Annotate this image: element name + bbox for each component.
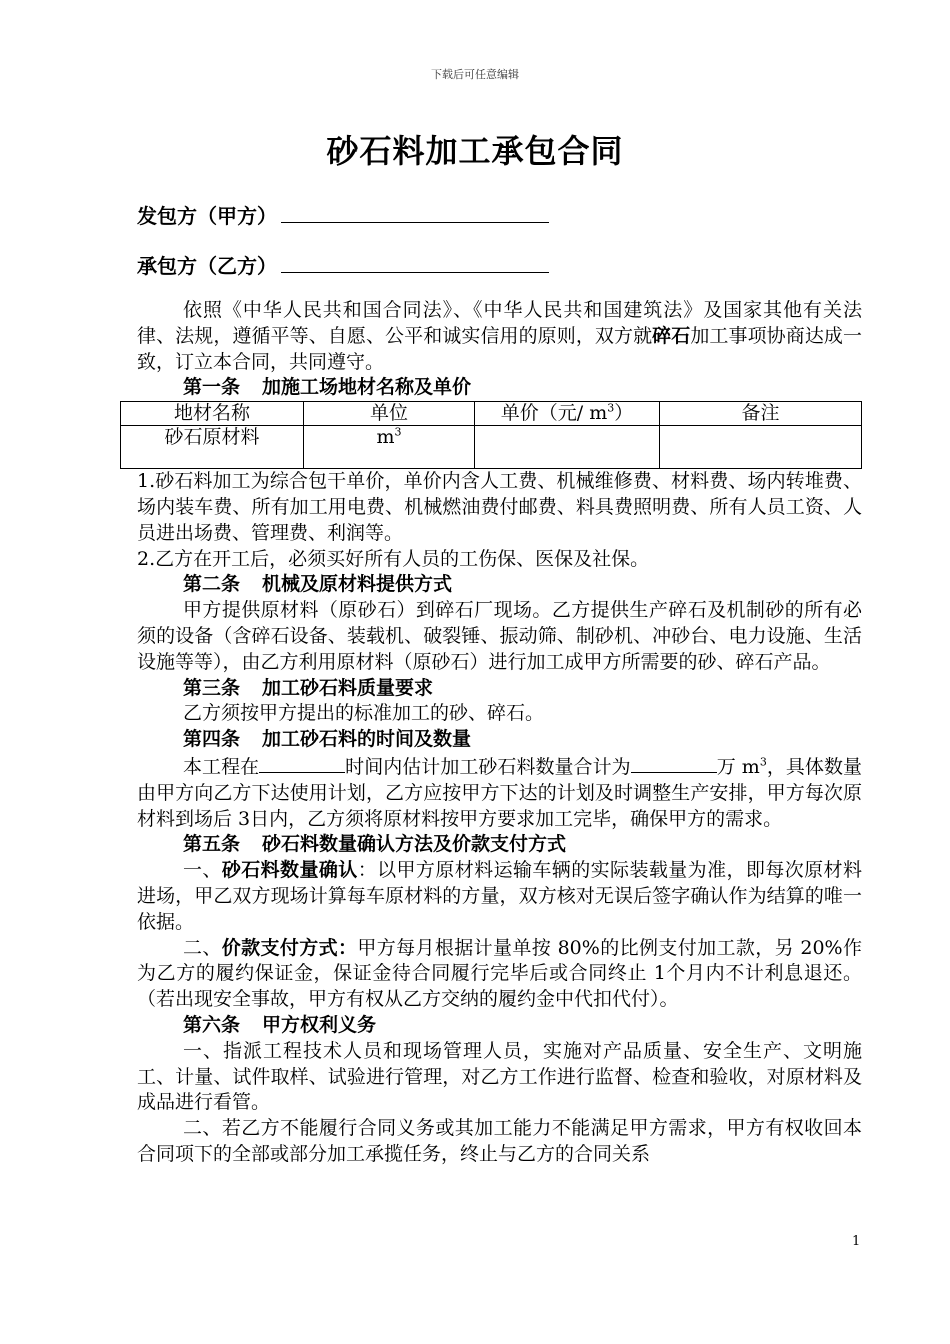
para-bold: 砂石料数量确认 bbox=[221, 859, 358, 882]
article-3-title: 加工砂石料质量要求 bbox=[262, 676, 434, 699]
unit-value: m bbox=[376, 426, 395, 449]
para-prefix: 二、 bbox=[183, 936, 222, 959]
article-2-heading bbox=[137, 572, 862, 598]
superscript: 3 bbox=[759, 755, 767, 769]
article-4-text-d: ，具体数量由甲方向乙方下达使用计划，乙方应按甲方下达的计划及时调整生产安排，甲方每次原材料到场后 3日内，乙方须将原材料按甲方要求加工完毕，确保甲方的需求。 bbox=[137, 755, 862, 830]
table-header-row bbox=[121, 402, 862, 426]
article-5-heading bbox=[137, 832, 862, 858]
table-cell bbox=[475, 426, 660, 469]
article-1-item-1: 1.砂石料加工为综合包干单价，单价内含人工费、机械维修费、材料费、场内转堆费、场内装车费、所有加工用电费、机械燃油费付邮费、料具费照明费、所有人员工资、人员进出场费、管理费、利润等。 bbox=[137, 470, 862, 544]
article-4-title: 加工砂石料的时间及数量 bbox=[262, 728, 472, 751]
table-cell bbox=[304, 426, 475, 469]
article-2-title: 机械及原材料提供方式 bbox=[262, 573, 453, 596]
article-4-text-c: 万 m bbox=[716, 755, 760, 778]
article-4-text bbox=[137, 753, 862, 832]
para-text: 甲方每月根据计量单按 80%的比例支付加工款，另 20%作为乙方的履约保证金，保证金待合同履行完毕后或合同终止 1个月内不计利息退还。（若出现安全事故，甲方有权从乙方交纳的履约金中代扣代付）。 bbox=[137, 936, 862, 1011]
table-header-cell: 单位 bbox=[304, 402, 475, 426]
table-row bbox=[121, 426, 862, 469]
article-5-title: 砂石料数量确认方法及价款支付方式 bbox=[262, 833, 567, 856]
article-5-num: 第五条 bbox=[183, 833, 241, 856]
intro-text-1: 依照《中华人民共和国合同法》、《中华人民共和国建筑法》及国家其他有关法律、法规，遵循平等、自愿、公平和诚实信用的原则，双方就 bbox=[137, 299, 862, 347]
article-4-text-a: 本工程在 bbox=[183, 755, 260, 778]
article-5-para-1 bbox=[137, 858, 862, 935]
page-number: 1 bbox=[852, 1234, 861, 1249]
article-5-para-2 bbox=[137, 936, 862, 1013]
table-cell: 砂石原材料 bbox=[121, 426, 304, 469]
article-1-title: 加施工场地材名称及单价 bbox=[262, 376, 472, 399]
article-1-num: 第一条 bbox=[183, 376, 241, 399]
article-2-text: 甲方提供原材料（原砂石）到碎石厂现场。乙方提供生产碎石及机制砂的所有必须的设备（含碎石设备、装载机、破裂锤、振动筛、制砂机、冲砂台、电力设施、生活设施等等），由乙方利用原材料（原砂石）进行加工成甲方所需要的砂、碎石产品。 bbox=[137, 599, 862, 673]
para-text: ：以甲方原材料运输车辆的实际装载量为准，即每次原材料进场，甲乙双方现场计算每车原材料的方量，双方核对无误后签字确认作为结算的唯一依据。 bbox=[137, 859, 862, 933]
unit-price-label: 单价（元/ m bbox=[500, 402, 608, 425]
article-4-text-b: 时间内估计加工砂石料数量合计为 bbox=[345, 755, 631, 778]
article-6-para-1: 一、指派工程技术人员和现场管理人员，实施对产品质量、安全生产、文明施工、计量、试件取样、试验进行管理，对乙方工作进行监督、检查和验收，对原材料及成品进行看管。 bbox=[137, 1039, 862, 1114]
unit-price-close: ） bbox=[614, 402, 634, 425]
table-header-cell: 备注 bbox=[660, 402, 862, 426]
party-a-line bbox=[137, 200, 549, 229]
time-blank bbox=[259, 753, 345, 773]
article-1-heading bbox=[137, 375, 862, 401]
party-b-blank bbox=[281, 250, 549, 273]
intro-bold: 碎石 bbox=[652, 324, 691, 347]
article-3-num: 第三条 bbox=[183, 676, 241, 699]
header-note: 下载后可任意编辑 bbox=[431, 68, 519, 81]
quantity-blank bbox=[631, 753, 717, 773]
material-price-table bbox=[120, 401, 862, 469]
article-6-heading bbox=[137, 1013, 862, 1039]
table-header-cell: 地材名称 bbox=[121, 402, 304, 426]
intro-paragraph bbox=[137, 298, 862, 375]
table-header-cell bbox=[475, 402, 660, 426]
article-4-num: 第四条 bbox=[183, 728, 241, 751]
article-6-num: 第六条 bbox=[183, 1013, 241, 1036]
page-title: 砂石料加工承包合同 bbox=[326, 132, 624, 170]
article-1-item-2: 2.乙方在开工后，必须买好所有人员的工伤保、医保及社保。 bbox=[137, 547, 650, 570]
superscript: 3 bbox=[607, 401, 615, 415]
article-3-heading bbox=[137, 676, 862, 702]
article-3-text: 乙方须按甲方提出的标准加工的砂、碎石。 bbox=[183, 702, 545, 725]
para-prefix: 一、 bbox=[183, 859, 222, 882]
party-a-label: 发包方（甲方） bbox=[137, 204, 277, 228]
contract-body bbox=[137, 298, 862, 1168]
superscript: 3 bbox=[394, 425, 402, 439]
article-6-title: 甲方权利义务 bbox=[262, 1013, 377, 1036]
para-bold: 价款支付方式： bbox=[221, 936, 358, 959]
party-a-blank bbox=[281, 200, 549, 223]
party-b-line bbox=[137, 250, 549, 279]
table-cell bbox=[660, 426, 862, 469]
intro-text-2: 加工事项协商达成一致，订立本合同，共同遵守。 bbox=[137, 324, 862, 373]
party-b-label: 承包方（乙方） bbox=[137, 254, 277, 278]
article-4-heading bbox=[137, 727, 862, 753]
article-2-num: 第二条 bbox=[183, 573, 241, 596]
article-6-para-2: 二、若乙方不能履行合同义务或其加工能力不能满足甲方需求，甲方有权收回本合同项下的全部或部分加工承揽任务，终止与乙方的合同关系 bbox=[137, 1117, 862, 1165]
